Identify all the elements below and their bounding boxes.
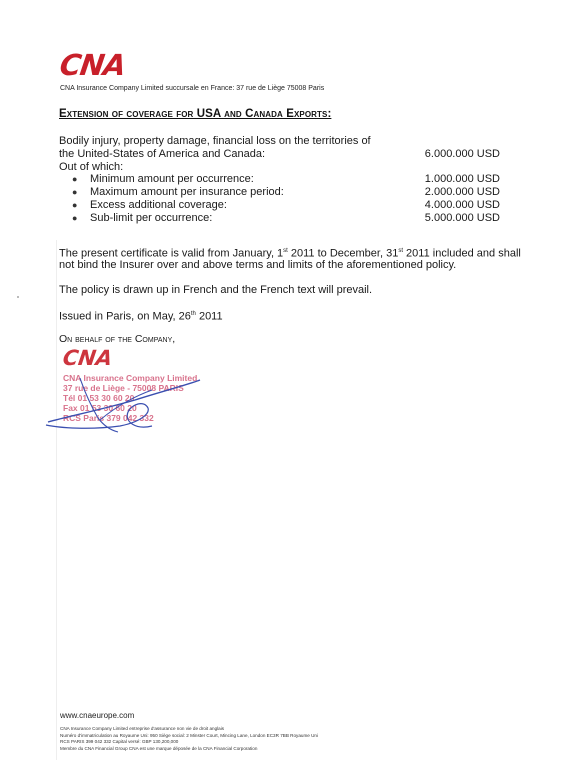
- document-title: Extension of coverage for USA and Canada Exports:: [59, 108, 332, 120]
- validity-text-c: 2011 included and shall: [403, 247, 521, 260]
- list-item: [72, 212, 502, 225]
- list-item-label: Sub-limit per occurrence:: [90, 212, 213, 224]
- list-item-amount: 4.000.000 USD: [424, 199, 500, 211]
- list-item-amount: 2.000.000 USD: [424, 186, 500, 198]
- list-item-label: Minimum amount per occurrence:: [90, 173, 254, 185]
- coverage-total-amount: 6.000.000 USD: [424, 148, 500, 160]
- coverage-list: [72, 173, 502, 225]
- company-address-line: CNA Insurance Company Limited succursale en France: 37 rue de Liège 75008 Paris: [60, 85, 325, 92]
- issued-sup: th: [190, 311, 196, 317]
- footer-fine-line-3: RCS PARIS 399 042 332 Capital versé: GBP 130,200,000: [60, 739, 179, 744]
- coverage-intro-line-2: the United-States of America and Canada:: [59, 148, 266, 160]
- issued-line: [59, 308, 223, 324]
- list-item-label: Excess additional coverage:: [90, 199, 227, 211]
- validity-sup-2: st: [398, 248, 403, 254]
- on-behalf-line: On behalf of the Company,: [59, 333, 176, 345]
- validity-line-2: not bind the Insurer over and above terms and limits of the aforementioned policy.: [59, 259, 457, 271]
- footer-fine-print: [60, 726, 318, 752]
- bullet-icon: ●: [72, 213, 78, 223]
- stamp-line-3: Tél 01 53 30 60 20: [63, 393, 135, 403]
- stamp-line-5: RCS Paris 379 042 332: [63, 413, 154, 423]
- validity-text-b: 2011 to December, 31: [287, 247, 399, 260]
- stamp-cna-logo: CNA: [61, 346, 114, 370]
- list-item: [72, 173, 502, 186]
- out-of-which-label: Out of which:: [59, 161, 124, 173]
- footer-fine-line-2: Numéro d'immatriculation au Royaume Uni: 950 Siège social: 2 Minster Court, Mincing Lane, London EC3R 7BB Royaume Uni: [60, 732, 318, 738]
- stamp-line-1: CNA Insurance Company Limited: [63, 373, 198, 383]
- list-item-amount: 1.000.000 USD: [424, 173, 500, 185]
- scan-speck: [17, 296, 19, 298]
- footer-fine-line-4: Membre du CNA Financial Group CNA est une marque déposée de la CNA Financial Corporation: [60, 745, 258, 751]
- issued-text-b: 2011: [195, 310, 223, 323]
- website-link[interactable]: www.cnaeurope.com: [60, 711, 135, 720]
- list-item: [72, 199, 502, 212]
- validity-sup-1: st: [283, 248, 288, 254]
- stamp-line-2: 37 rue de Liège - 75008 PARIS: [63, 383, 184, 393]
- list-item-label: Maximum amount per insurance period:: [90, 186, 284, 198]
- cna-logo: CNA: [57, 48, 128, 82]
- signature: [40, 370, 210, 440]
- bullet-icon: ●: [72, 187, 78, 197]
- bullet-icon: ●: [72, 200, 78, 210]
- list-item-amount: 5.000.000 USD: [424, 212, 500, 224]
- page-margin-line: [56, 240, 57, 760]
- validity-text-a: The present certificate is valid from January, 1: [59, 247, 284, 260]
- list-item: [72, 186, 502, 199]
- issued-text-a: Issued in Paris, on May, 26: [59, 310, 191, 323]
- language-note: The policy is drawn up in French and the French text will prevail.: [59, 284, 373, 296]
- stamp-line-4: Fax 01 53 30 60 20: [63, 403, 137, 413]
- coverage-intro-line-1: Bodily injury, property damage, financial loss on the territories of: [59, 135, 371, 147]
- bullet-icon: ●: [72, 174, 78, 184]
- footer-fine-line-1: CNA Insurance Company Limited entreprise d'assurance non vie de droit anglais: [60, 726, 225, 731]
